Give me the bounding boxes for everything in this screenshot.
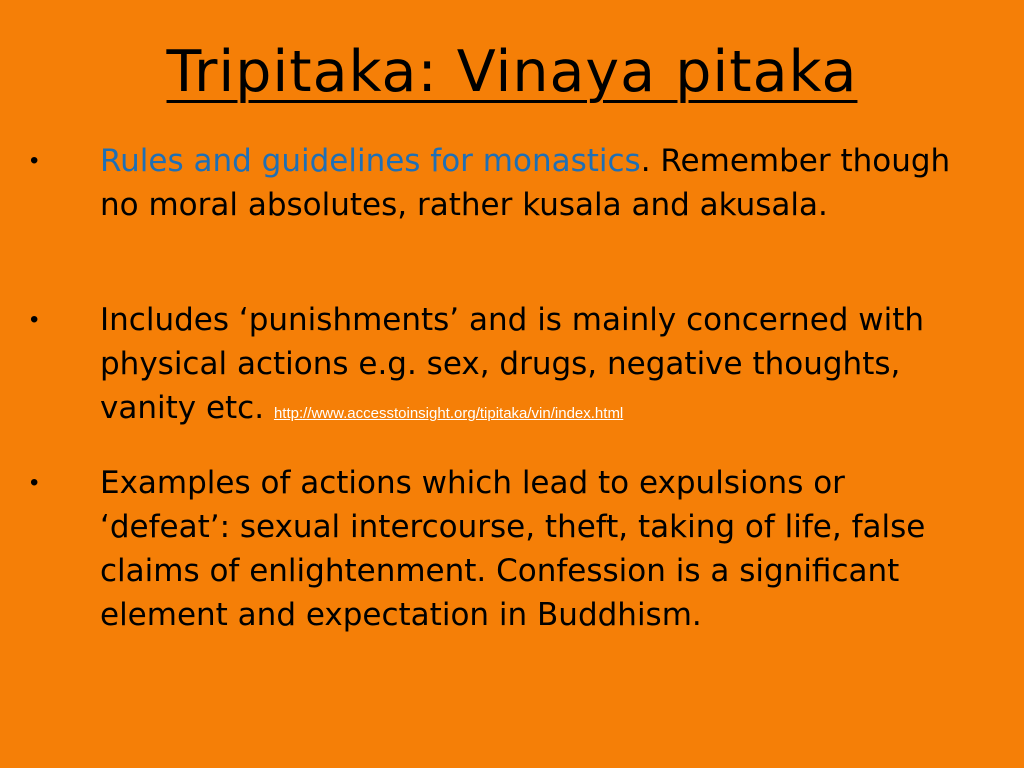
highlighted-phrase: Rules and guidelines for monastics: [100, 143, 641, 179]
bullet-text: [100, 461, 980, 637]
bullet-body-text: Examples of actions which lead to expulsions or ‘defeat’: sexual intercourse, theft, taking of life, false claims of enlightenment. Confession is a significant element and expectation in Buddhism.: [100, 465, 926, 633]
bullet-marker: •: [30, 147, 39, 174]
bullet-text: [100, 298, 980, 436]
bullet-marker: •: [30, 469, 39, 496]
slide-title-text: Tripitaka: Vinaya pitaka: [166, 39, 858, 105]
bullet-marker: •: [30, 306, 39, 333]
bullet-body-text: . Remember though no moral absolutes, rather kusala and akusala.: [100, 143, 951, 223]
bullet-body-text: Includes ‘punishments’ and is mainly concerned with physical actions e.g. sex, drugs, negative thoughts, vanity etc.: [100, 302, 925, 426]
bullet-text: [100, 139, 980, 227]
accesstoinsight-link[interactable]: http://www.accesstoinsight.org/tipitaka/vin/index.html: [273, 405, 624, 422]
